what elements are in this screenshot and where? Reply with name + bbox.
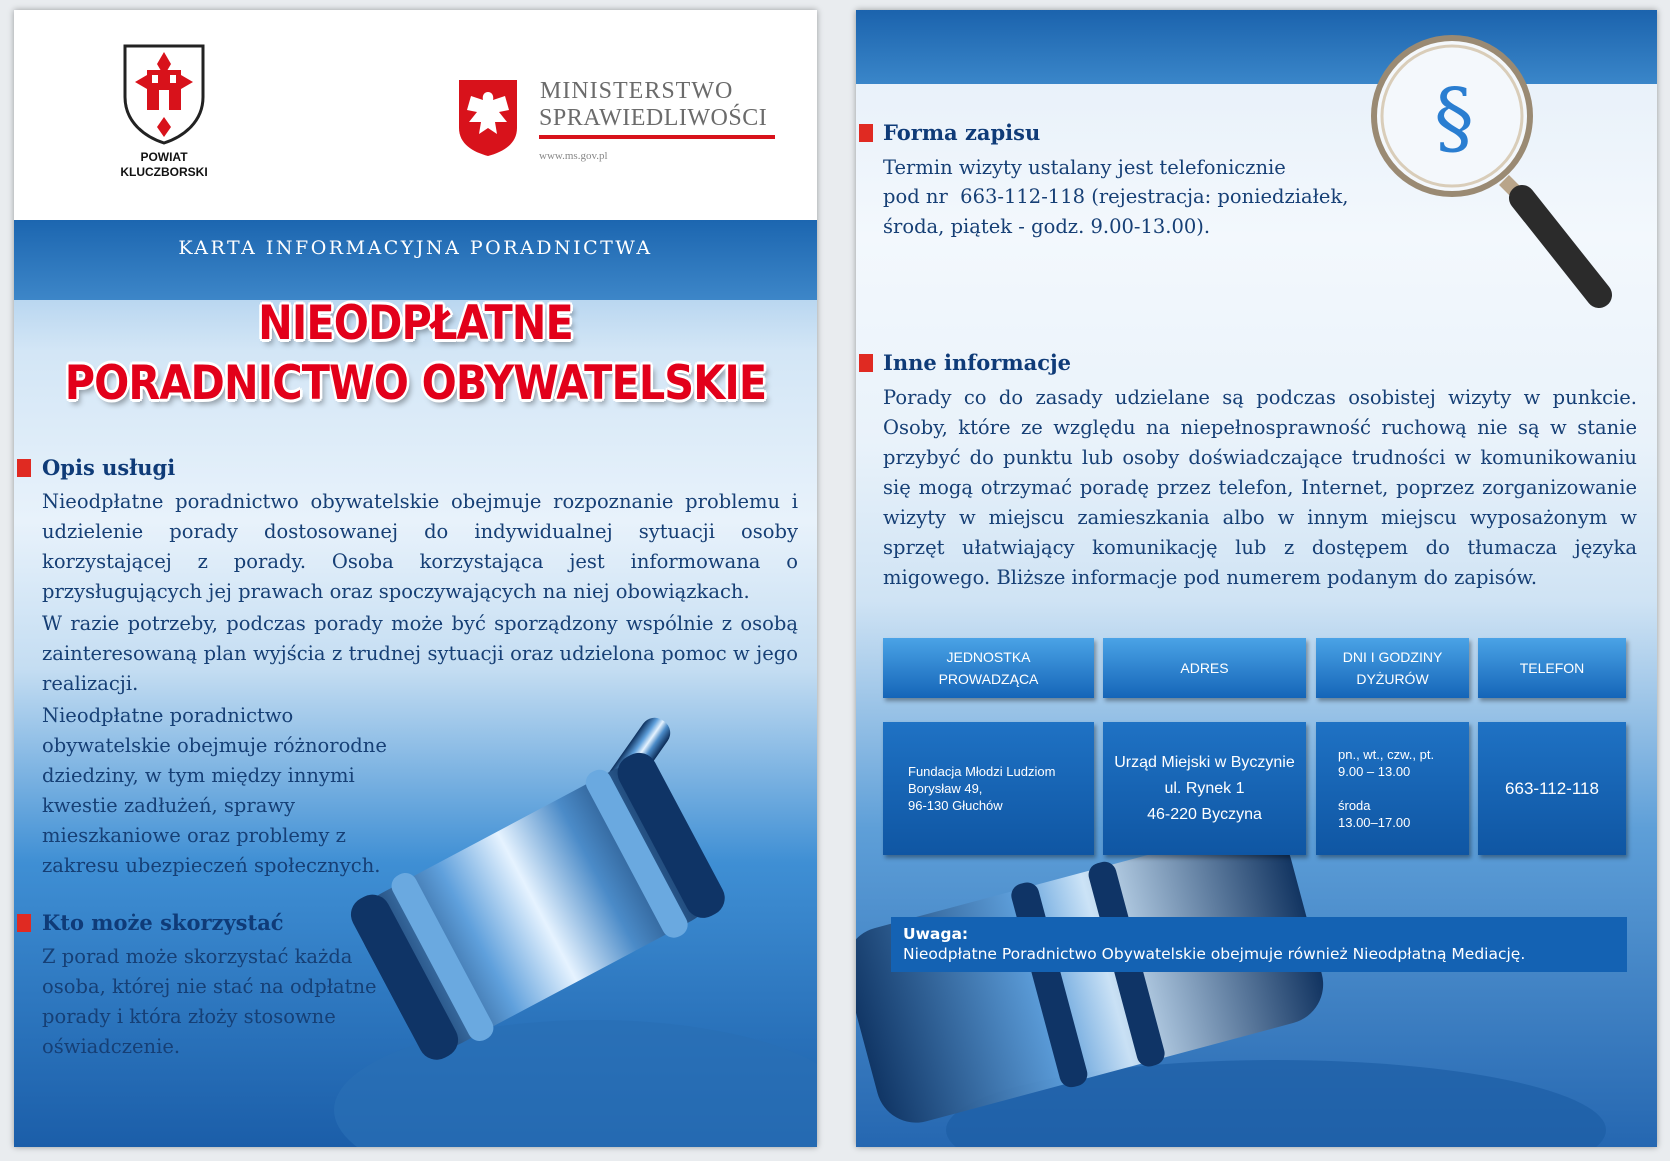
powiat-name: POWIAT KLUCZBORSKI xyxy=(120,150,208,179)
header-adres-label: ADRES xyxy=(1180,660,1229,676)
left-page xyxy=(14,10,817,1147)
uwaga-label: Uwaga: xyxy=(903,925,969,943)
header-dni-label: DNI I GODZINY DYŻURÓW xyxy=(1342,649,1443,687)
uwaga-box xyxy=(891,917,1627,972)
telefon-text: 663-112-118 xyxy=(1505,778,1599,798)
adres-text: Urząd Miejski w Byczynie ul. Rynek 1 46-220 Byczyna xyxy=(1114,753,1295,823)
main-title-line2: PORADNICTWO OBYWATELSKIE xyxy=(64,356,767,411)
uwaga-text: Nieodpłatne Poradnictwo Obywatelskie obejmuje również Nieodpłatną Mediację. xyxy=(903,945,1526,963)
subtitle: KARTA INFORMACYJNA PORADNICTWA xyxy=(178,237,653,259)
table-cell-jednostka xyxy=(883,722,1094,855)
ministry-eagle-icon xyxy=(457,78,519,158)
right-page xyxy=(856,10,1657,1147)
table-header-dni xyxy=(1316,638,1469,698)
opis-paragraph-3: Nieodpłatne poradnictwo obywatelskie obejmuje różnorodne dziedziny, w tym między innymi kwestie zadłużeń, sprawy mieszkaniowe oraz problemy z zakresu ubezpieczeń społecznych. xyxy=(42,704,387,877)
kto-paragraph: Z porad może skorzystać każda osoba, której nie stać na odpłatne porady i która złoży stosowne oświadczenie. xyxy=(42,945,377,1058)
opis-paragraph-1: Nieodpłatne poradnictwo obywatelskie obejmuje rozpoznanie problemu i udzielenie porady dostosowanej do indywidualnej sytuacji osoby korzystającej z porady. Osoba korzystająca jest informowana o przysługujących jej prawach oraz spoczywających na niej obowiązkach. xyxy=(42,490,798,603)
section-marker xyxy=(859,124,873,142)
table-header-jednostka xyxy=(883,638,1094,698)
section-heading-kto: Kto może skorzystać xyxy=(42,910,284,935)
table-header-adres xyxy=(1103,638,1306,698)
magnifier-icon xyxy=(1354,30,1614,330)
table-cell-adres xyxy=(1103,722,1306,855)
forma-line-2: pod nr 663-112-118 (rejestracja: poniedziałek, xyxy=(883,185,1349,208)
main-title-line1: NIEODPŁATNE xyxy=(258,296,573,351)
header-telefon-label: TELEFON xyxy=(1519,660,1585,676)
ministry-line2: SPRAWIEDLIWOŚCI xyxy=(539,105,768,131)
ministry-url: www.ms.gov.pl xyxy=(539,150,608,162)
section-heading-inne: Inne informacje xyxy=(883,350,1071,375)
svg-text:§: § xyxy=(1434,71,1474,164)
opis-paragraph-2: W razie potrzeby, podczas porady może być sporządzony wspólnie z osobą zainteresowaną plan wyjścia z trudnej sytuacji oraz udzielona pomoc w jego realizacji. xyxy=(42,612,798,695)
header-jednostka-label: JEDNOSTKA PROWADZĄCA xyxy=(938,649,1039,687)
table-header-telefon xyxy=(1478,638,1626,698)
forma-line-3: środa, piątek - godz. 9.00-13.00). xyxy=(883,215,1211,238)
ministry-underline xyxy=(539,135,775,139)
ministry-line1: MINISTERSTWO xyxy=(540,78,734,104)
gavel-background-icon xyxy=(856,810,1657,1147)
section-marker xyxy=(17,914,31,932)
section-marker xyxy=(859,354,873,372)
dni-text: pn., wt., czw., pt. 9.00 – 13.00 środa 13.00–17.00 xyxy=(1338,747,1435,830)
section-heading-opis: Opis usługi xyxy=(42,455,176,480)
powiat-crest-icon xyxy=(121,42,207,146)
inne-paragraph: Porady co do zasady udzielane są podczas osobistej wizyty w punkcie. Osoby, które ze względu na niepełnosprawność ruchową nie są w stanie przybyć do punktu lub osoby doświadczające trudności w komunikowaniu się mogą otrzymać poradę przez telefon, Internet, poprzez zorganizowanie wizyty w miejscu zamieszkania albo w innym miejscu wyposażonym w sprzęt ułatwiający komunikację lub z dostępem do tłumacza języka migowego. Bliższe informacje pod numerem podanym do zapisów. xyxy=(883,386,1637,589)
section-heading-forma: Forma zapisu xyxy=(883,120,1041,145)
table-cell-dni xyxy=(1316,722,1469,855)
forma-line-1: Termin wizyty ustalany jest telefonicznie xyxy=(883,156,1286,179)
jednostka-text: Fundacja Młodzi Ludziom Borysław 49, 96-130 Głuchów xyxy=(908,764,1056,813)
section-marker xyxy=(17,459,31,477)
table-cell-telefon xyxy=(1478,722,1626,855)
left-title-band xyxy=(14,220,817,300)
